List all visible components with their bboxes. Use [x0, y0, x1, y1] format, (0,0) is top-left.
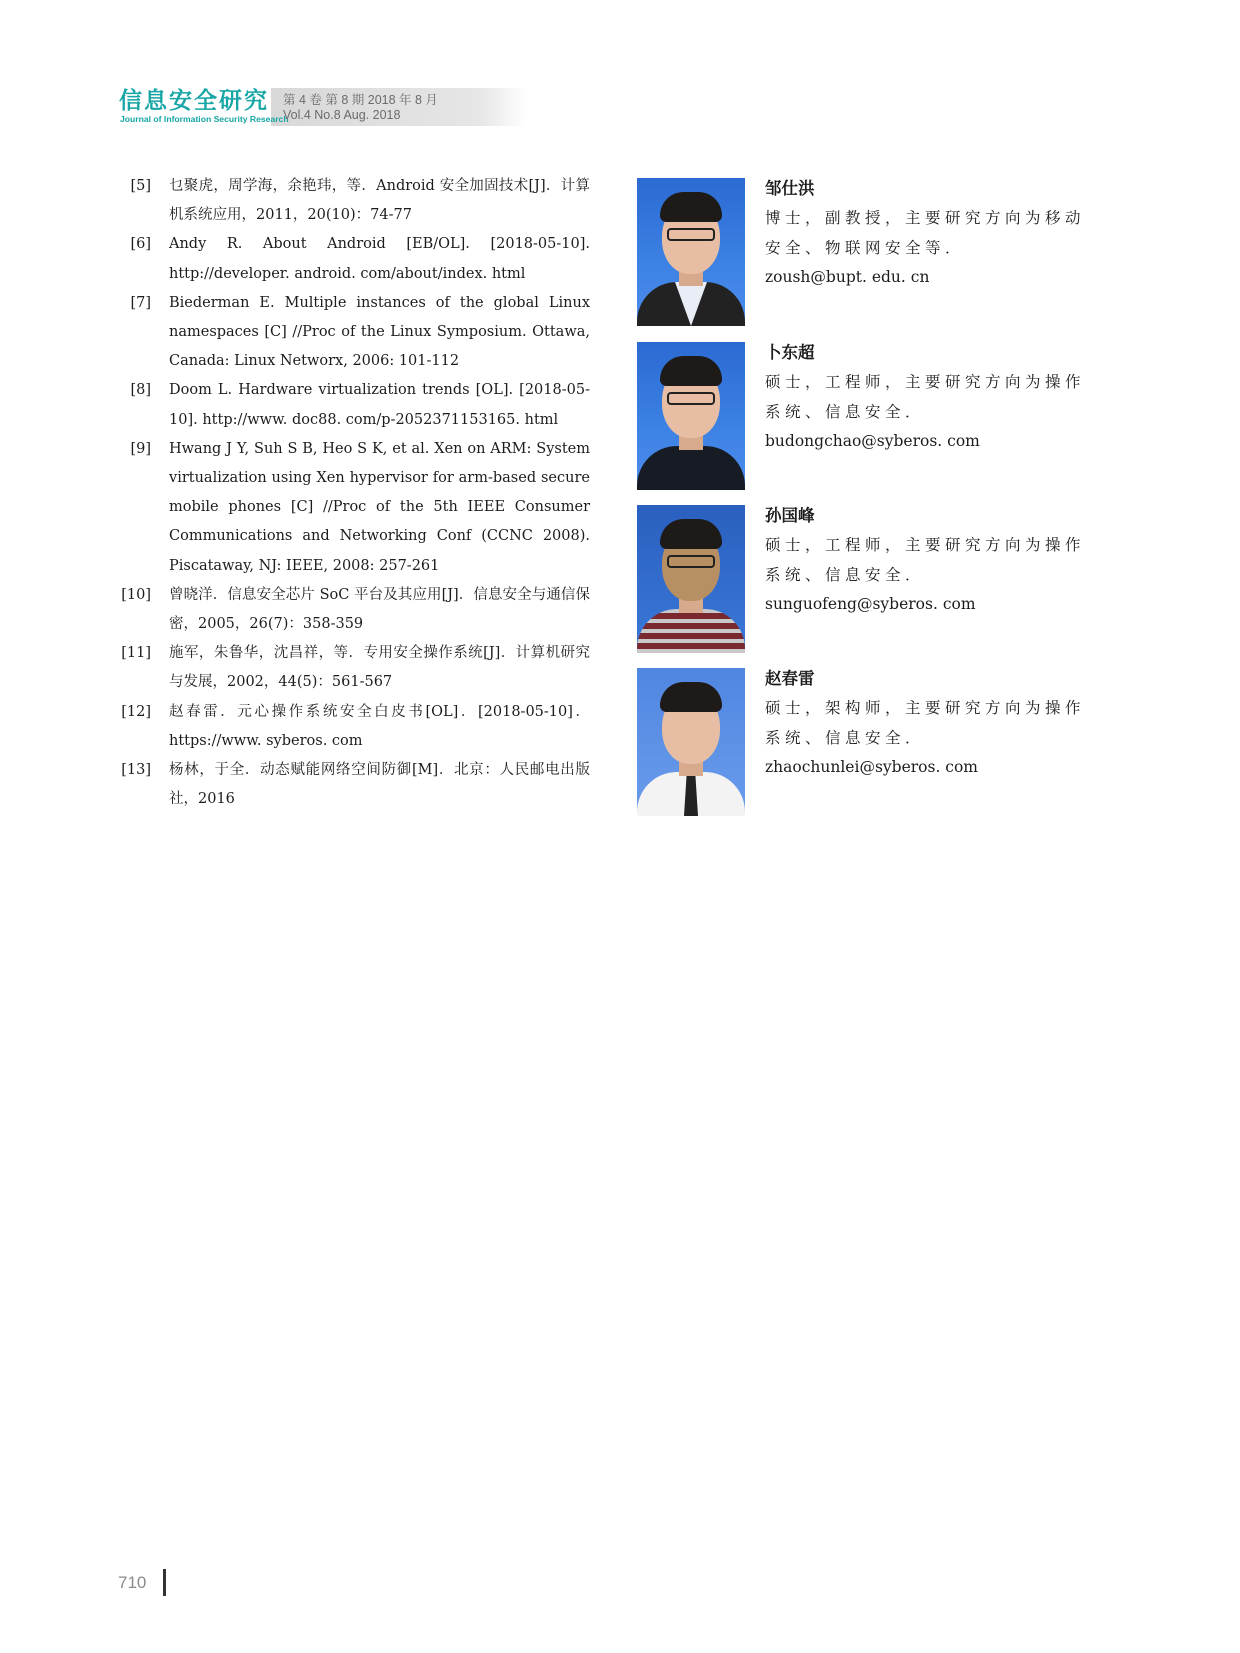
author-name: 赵春雷	[765, 669, 815, 688]
reference-item	[118, 376, 590, 434]
author-bio: 博士，副教授，主要研究方向为移动安全、物联网安全等．	[765, 209, 1086, 257]
journal-masthead	[119, 88, 527, 126]
issue-info-en: Vol.4 No.8 Aug. 2018	[283, 108, 401, 122]
reference-item	[118, 639, 590, 697]
author-photo	[637, 505, 745, 653]
reference-text: 施军，朱鲁华，沈昌祥，等．专用安全操作系统[J]．计算机研究与发展，2002，44(5)：561-567	[169, 645, 590, 691]
reference-text: 赵春雷．元心操作系统安全白皮书[OL]．[2018-05-10]．https://www. syberos. com	[169, 703, 590, 749]
reference-item	[118, 230, 590, 288]
author-card	[637, 668, 1107, 818]
reference-number: [8]	[130, 382, 151, 399]
author-bio: 硕士，工程师，主要研究方向为操作系统、信息安全．	[765, 373, 1086, 421]
issue-info-cn: 第 4 卷 第 8 期 2018 年 8 月	[283, 93, 438, 107]
author-card	[637, 178, 1107, 328]
reference-number: [13]	[121, 762, 151, 779]
page-number-divider	[163, 1569, 166, 1596]
author-name: 卜东超	[765, 343, 815, 362]
author-name: 邹仕洪	[765, 179, 815, 198]
reference-text: 杨林，于全．动态赋能网络空间防御[M]．北京：人民邮电出版社，2016	[169, 762, 590, 808]
reference-text: Hwang J Y, Suh S B, Heo S K, et al. Xen on ARM: System virtualization using Xen hypervisor for arm-based secure mobile phones [C] //Proc of the 5th IEEE Consumer Communications and Networking Conf (CCNC 2008). Piscataway, NJ: IEEE, 2008: 257-261	[169, 440, 590, 574]
reference-number: [12]	[121, 703, 151, 720]
reference-number: [7]	[130, 294, 151, 311]
reference-item	[118, 698, 590, 756]
reference-item	[118, 581, 590, 639]
author-photo	[637, 342, 745, 490]
reference-list	[118, 172, 590, 814]
reference-text: 曾晓洋．信息安全芯片 SoC 平台及其应用[J]．信息安全与通信保密，2005，26(7)：358-359	[169, 586, 590, 633]
author-bio: 硕士，工程师，主要研究方向为操作系统、信息安全．	[765, 536, 1086, 584]
author-email[interactable]: zhaochunlei@syberos. com	[765, 758, 979, 776]
reference-text: 乜聚虎，周学海，余艳玮，等．Android 安全加固技术[J]．计算机系统应用，2011，20(10)：74-77	[169, 178, 590, 224]
reference-number: [10]	[121, 586, 151, 603]
author-card	[637, 505, 1107, 655]
reference-text: Biederman E. Multiple instances of the global Linux namespaces [C] //Proc of the Linux Symposium. Ottawa, Canada: Linux Networx, 2006: 101-112	[169, 294, 590, 370]
page-number: 710	[118, 1573, 147, 1592]
reference-number: [5]	[130, 178, 151, 194]
reference-item	[118, 756, 590, 814]
author-photo	[637, 668, 745, 816]
reference-text: Doom L. Hardware virtualization trends [OL]. [2018-05-10]. http://www. doc88. com/p-2052371153165. html	[169, 382, 590, 428]
reference-number: [9]	[130, 440, 151, 457]
reference-item	[118, 289, 590, 377]
reference-number: [11]	[121, 645, 151, 662]
reference-text: Andy R. About Android [EB/OL]. [2018-05-10]. http://developer. android. com/about/index. html	[169, 236, 590, 282]
author-email[interactable]: zoush@bupt. edu. cn	[765, 268, 930, 286]
reference-item	[118, 172, 590, 230]
journal-title-cn: 信息安全研究	[119, 88, 269, 114]
author-name: 孙国峰	[765, 506, 815, 525]
reference-item	[118, 435, 590, 581]
journal-title-en: Journal of Information Security Research	[120, 114, 289, 124]
author-card	[637, 342, 1107, 492]
author-email[interactable]: sunguofeng@syberos. com	[765, 595, 976, 613]
reference-number: [6]	[130, 236, 151, 253]
author-bio: 硕士，架构师，主要研究方向为操作系统、信息安全．	[765, 699, 1086, 747]
author-email[interactable]: budongchao@syberos. com	[765, 432, 980, 450]
author-photo	[637, 178, 745, 326]
